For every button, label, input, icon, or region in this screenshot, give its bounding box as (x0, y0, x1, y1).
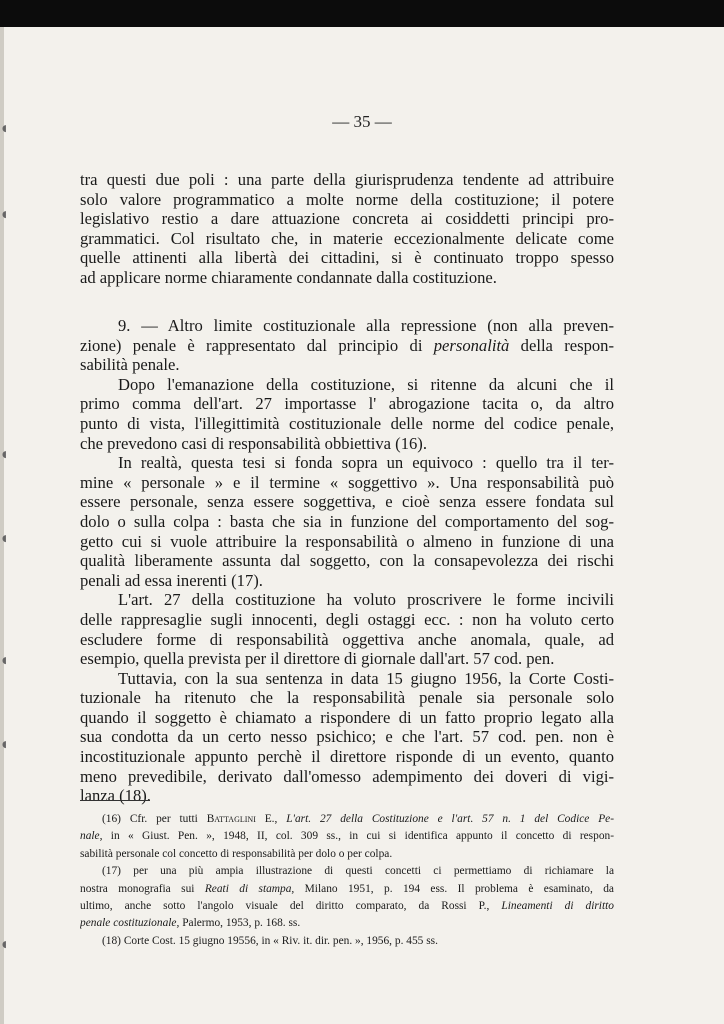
footnote-17-line (80, 915, 614, 932)
text-line: Tuttavia, con la sua sentenza in data 15 giugno 1956, la Corte Costi- (118, 668, 614, 688)
author-name: Battaglini E., (206, 813, 278, 825)
text-line: Dopo l'emanazione della costituzione, si ritenne da alcuni che il (118, 374, 614, 394)
footnote-17-line (80, 898, 614, 915)
text-run: (16) Cfr. per tutti (102, 813, 207, 825)
text-line: mine « personale » e il termine « soggettivo ». Una responsabilità può (80, 472, 614, 492)
text-line: penali ad essa inerenti (17). (80, 570, 263, 590)
binding-hole-mark: ◖ (2, 740, 7, 750)
footnote-16-line: sabilità personale col concetto di responsabilità per dolo o per colpa. (80, 847, 393, 860)
footnote-16-line (80, 811, 614, 828)
continuation-paragraph (80, 170, 614, 288)
footnotes (80, 811, 614, 950)
text-line: incostituzionale appunto perchè il direttore risponde di un evento, quanto (80, 747, 614, 767)
text-line: escludere forme di responsabilità oggettiva anche anomala, quale, ad (80, 629, 614, 649)
text-line: solo valore programmatico a molte norme della costituzione; il potere (80, 189, 614, 209)
emphasis: L'art. 27 della Costituzione e l'art. 57 n. 1 del Codice Pe- (277, 813, 614, 825)
text-run: Milano 1951, p. 194 ess. Il problema è esaminato, da (294, 882, 614, 895)
page-number: — 35 — (332, 112, 392, 131)
text-line: ad applicare norme chiaramente condannate dalla costituzione. (80, 267, 497, 287)
text-line: che prevedono casi di responsabilità obbiettiva (16). (80, 433, 427, 453)
text-run: della respon- (509, 335, 614, 355)
text-line: tra questi due poli : una parte della giurisprudenza tendente ad attribuire (80, 170, 614, 189)
emphasis: nale, (80, 830, 103, 843)
text-line (80, 336, 614, 356)
binding-hole-mark: ◖ (2, 450, 7, 460)
text-line: L'art. 27 della costituzione ha voluto proscrivere le forme incivili (118, 590, 614, 610)
text-run: ultimo, anche sotto l'angolo visuale del diritto comparato, da Rossi P., (80, 899, 502, 912)
text-line: tuzionale ha ritenuto che la responsabilità penale sia personale solo (80, 688, 614, 708)
text-line: dolo o sulla colpa : basta che sia in funzione del comportamento del sog- (80, 511, 614, 531)
binding-hole-mark: ◖ (2, 534, 7, 544)
text-line: quando il soggetto è chiamato a rispondere di un fatto proprio legato alla (80, 707, 614, 727)
emphasis: penale costituzionale, (80, 917, 180, 930)
section-heading-line: 9. — Altro limite costituzionale alla repressione (non alla preven- (118, 316, 614, 335)
footnote-17-line (80, 881, 614, 898)
footnote-rule (80, 800, 150, 801)
text-line: qualità liberamente assunta dal soggetto, con la consapevolezza dei rischi (80, 551, 614, 571)
binding-hole-mark: ◖ (2, 124, 7, 134)
emphasis: Reati di stampa, (204, 882, 295, 895)
emphasis: Lineamenti di diritto (501, 899, 614, 912)
scan-top-border (0, 0, 724, 27)
text-line: In realtà, questa tesi si fonda sopra un equivoco : quello tra il ter- (118, 453, 614, 473)
text-line: lanza (18). (80, 786, 151, 806)
text-line: grammatici. Col risultato che, in materie eccezionalmente delicate come (80, 228, 614, 248)
section-9 (80, 316, 614, 806)
text-line: sua condotta da un certo nesso psichico; e che l'art. 57 cod. pen. non è (80, 727, 614, 747)
scan-left-edge (0, 27, 4, 1024)
binding-hole-mark: ◖ (2, 656, 7, 666)
text-run: in « Giust. Pen. », 1948, II, col. 309 ss., in cui si identifica appunto il concetto di respon- (102, 830, 614, 843)
text-run: zione) penale è rappresentato dal principio di (80, 335, 434, 355)
text-line: delle rappresaglie sugli innocenti, degli ostaggi ecc. : non ha voluto certo (80, 609, 614, 629)
text-line: meno prevedibile, derivato dall'omesso adempimento dei doveri di vigi- (80, 766, 614, 786)
footnote-18-line: (18) Corte Cost. 15 giugno 19556, in « Riv. it. dir. pen. », 1956, p. 455 ss. (102, 934, 438, 947)
text-line: esempio, quella prevista per il direttore di giornale dall'art. 57 cod. pen. (80, 649, 555, 669)
text-line: essere personale, senza essere soggettiva, e cioè senza essere fondata sul (80, 492, 614, 512)
text-line: punto di vista, l'illegittimità costituzionale delle norme del codice penale, (80, 413, 614, 433)
footnote-17-line: (17) per una più ampia illustrazione di questi concetti ci permettiamo di richiamare la (102, 865, 614, 878)
binding-hole-mark: ◖ (2, 210, 7, 220)
text-line: sabilità penale. (80, 355, 180, 375)
footnote-16-line (80, 828, 614, 845)
text-run: Palermo, 1953, p. 168. ss. (179, 917, 301, 930)
emphasis: personalità (433, 335, 510, 355)
text-line: getto cui si vuole attribuire la responsabilità o almeno in funzione di una (80, 531, 614, 551)
text-run: nostra monografia sui (80, 882, 205, 895)
text-line: legislativo restio a dare attuazione concreta ai cosiddetti principi pro- (80, 209, 614, 229)
text-line: quelle attinenti alla libertà dei cittadini, si è continuato troppo spesso (80, 248, 614, 268)
binding-hole-mark: ◖ (2, 940, 7, 950)
text-line: primo comma dell'art. 27 importasse l' abrogazione tacita o, da altro (80, 394, 614, 414)
